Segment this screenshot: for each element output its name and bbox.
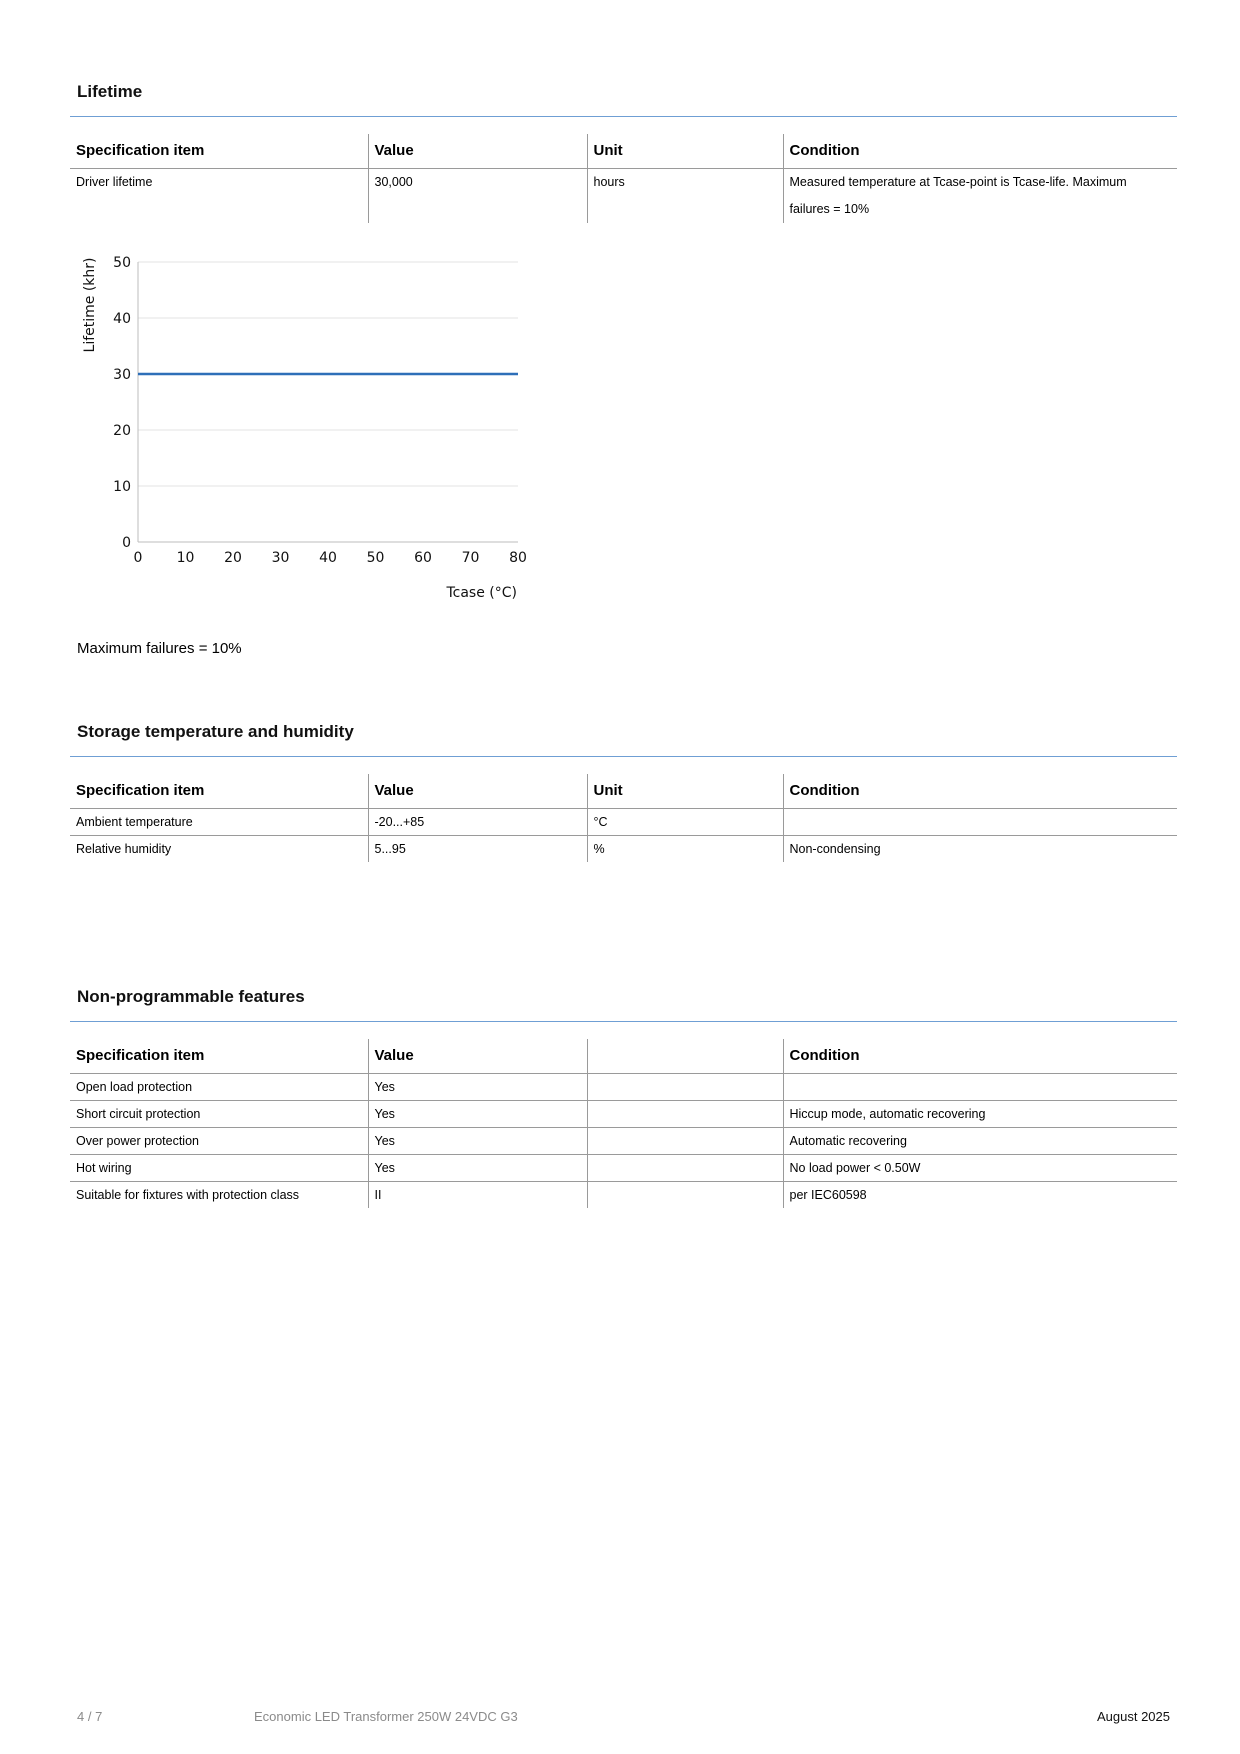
header-spec-item: Specification item <box>70 774 368 809</box>
cell-value: 5...95 <box>368 836 587 863</box>
cell-value: 30,000 <box>368 169 587 224</box>
section-title: Lifetime <box>77 82 143 101</box>
cell-value: Yes <box>368 1101 587 1128</box>
cell-condition: No load power < 0.50W <box>783 1155 1177 1182</box>
cell-condition: Hiccup mode, automatic recovering <box>783 1101 1177 1128</box>
cell-empty <box>587 1155 783 1182</box>
cell-value: -20...+85 <box>368 809 587 836</box>
footer-product-name: Economic LED Transformer 250W 24VDC G3 <box>254 1709 518 1724</box>
table-row <box>70 1074 1177 1101</box>
y-tick-label: 50 <box>113 255 131 271</box>
section-divider <box>70 1021 1177 1022</box>
chart-axes <box>138 262 518 542</box>
table-row <box>70 809 1177 836</box>
storage-table <box>70 774 1177 862</box>
cell-value: Yes <box>368 1155 587 1182</box>
header-condition: Condition <box>783 1039 1177 1074</box>
lifetime-table <box>70 134 1177 223</box>
x-tick-label: 40 <box>319 550 337 566</box>
x-tick-label: 50 <box>366 550 385 566</box>
cell-condition <box>783 1074 1177 1101</box>
footer-page-number: 4 / 7 <box>77 1709 103 1724</box>
features-table <box>70 1039 1177 1208</box>
header-unit: Unit <box>587 134 783 169</box>
cell-empty <box>587 1182 783 1209</box>
table-header-row <box>70 774 1177 809</box>
header-condition: Condition <box>783 774 1177 809</box>
table-row <box>70 1128 1177 1155</box>
cell-spec-item: Over power protection <box>70 1128 368 1155</box>
table-header-row <box>70 1039 1177 1074</box>
cell-spec-item: Relative humidity <box>76 842 172 856</box>
table-row <box>70 1101 1177 1128</box>
y-tick-labels <box>113 255 131 551</box>
cell-condition: per IEC60598 <box>783 1182 1177 1209</box>
header-spec-item: Specification item <box>70 134 368 169</box>
lifetime-note: Maximum failures = 10% <box>77 640 242 657</box>
header-value: Value <box>368 134 587 169</box>
section-title: Non-programmable features <box>77 987 305 1006</box>
cell-spec-item: Open load protection <box>70 1074 368 1101</box>
x-tick-labels <box>134 550 527 566</box>
table-row <box>70 1155 1177 1182</box>
x-axis-label: Tcase (°C) <box>446 585 517 601</box>
section-title: Storage temperature and humidity <box>77 722 354 741</box>
x-tick-label: 10 <box>176 550 195 566</box>
cell-condition: Automatic recovering <box>783 1128 1177 1155</box>
cell-condition: Measured temperature at Tcase-point is Tcase-life. Maximum failures = 10% <box>783 169 1177 224</box>
y-axis-label: Lifetime (khr) <box>82 257 98 353</box>
section-divider <box>70 756 1177 757</box>
cell-value: II <box>368 1182 587 1209</box>
cell-empty <box>587 1128 783 1155</box>
cell-spec-item: Driver lifetime <box>76 175 153 189</box>
cell-unit: hours <box>587 169 783 224</box>
table-row <box>70 169 1177 224</box>
y-tick-label: 40 <box>113 311 131 327</box>
cell-spec-item: Short circuit protection <box>70 1101 368 1128</box>
cell-unit: °C <box>587 809 783 836</box>
cell-unit: % <box>587 836 783 863</box>
header-unit: Unit <box>587 774 783 809</box>
cell-spec-item: Ambient temperature <box>70 809 368 836</box>
lifetime-chart <box>70 240 550 610</box>
header-condition: Condition <box>783 134 1177 169</box>
x-tick-label: 60 <box>414 550 432 566</box>
cell-spec-item: Suitable for fixtures with protection class <box>76 1188 300 1202</box>
footer-date: August 2025 <box>1096 1709 1170 1724</box>
table-header-row <box>70 134 1177 169</box>
table-row <box>70 1182 1177 1209</box>
cell-condition: Non-condensing <box>783 836 1177 863</box>
header-empty <box>587 1039 783 1074</box>
cell-condition <box>783 809 1177 836</box>
x-tick-label: 20 <box>224 550 242 566</box>
section-divider <box>70 116 1177 117</box>
y-tick-label: 20 <box>113 423 131 439</box>
y-tick-label: 10 <box>113 479 131 495</box>
y-tick-label: 0 <box>122 535 131 551</box>
header-spec-item: Specification item <box>70 1039 368 1074</box>
cell-empty <box>587 1074 783 1101</box>
cell-empty <box>587 1101 783 1128</box>
x-tick-label: 80 <box>509 550 527 566</box>
header-value: Value <box>368 1039 587 1074</box>
cell-value: Yes <box>368 1128 587 1155</box>
cell-spec-item: Hot wiring <box>70 1155 368 1182</box>
table-row <box>70 836 1177 863</box>
x-tick-label: 70 <box>461 550 480 566</box>
header-value: Value <box>368 774 587 809</box>
x-tick-label: 0 <box>133 550 143 566</box>
x-tick-label: 30 <box>271 550 290 566</box>
y-tick-label: 30 <box>113 367 131 383</box>
cell-value: Yes <box>368 1074 587 1101</box>
